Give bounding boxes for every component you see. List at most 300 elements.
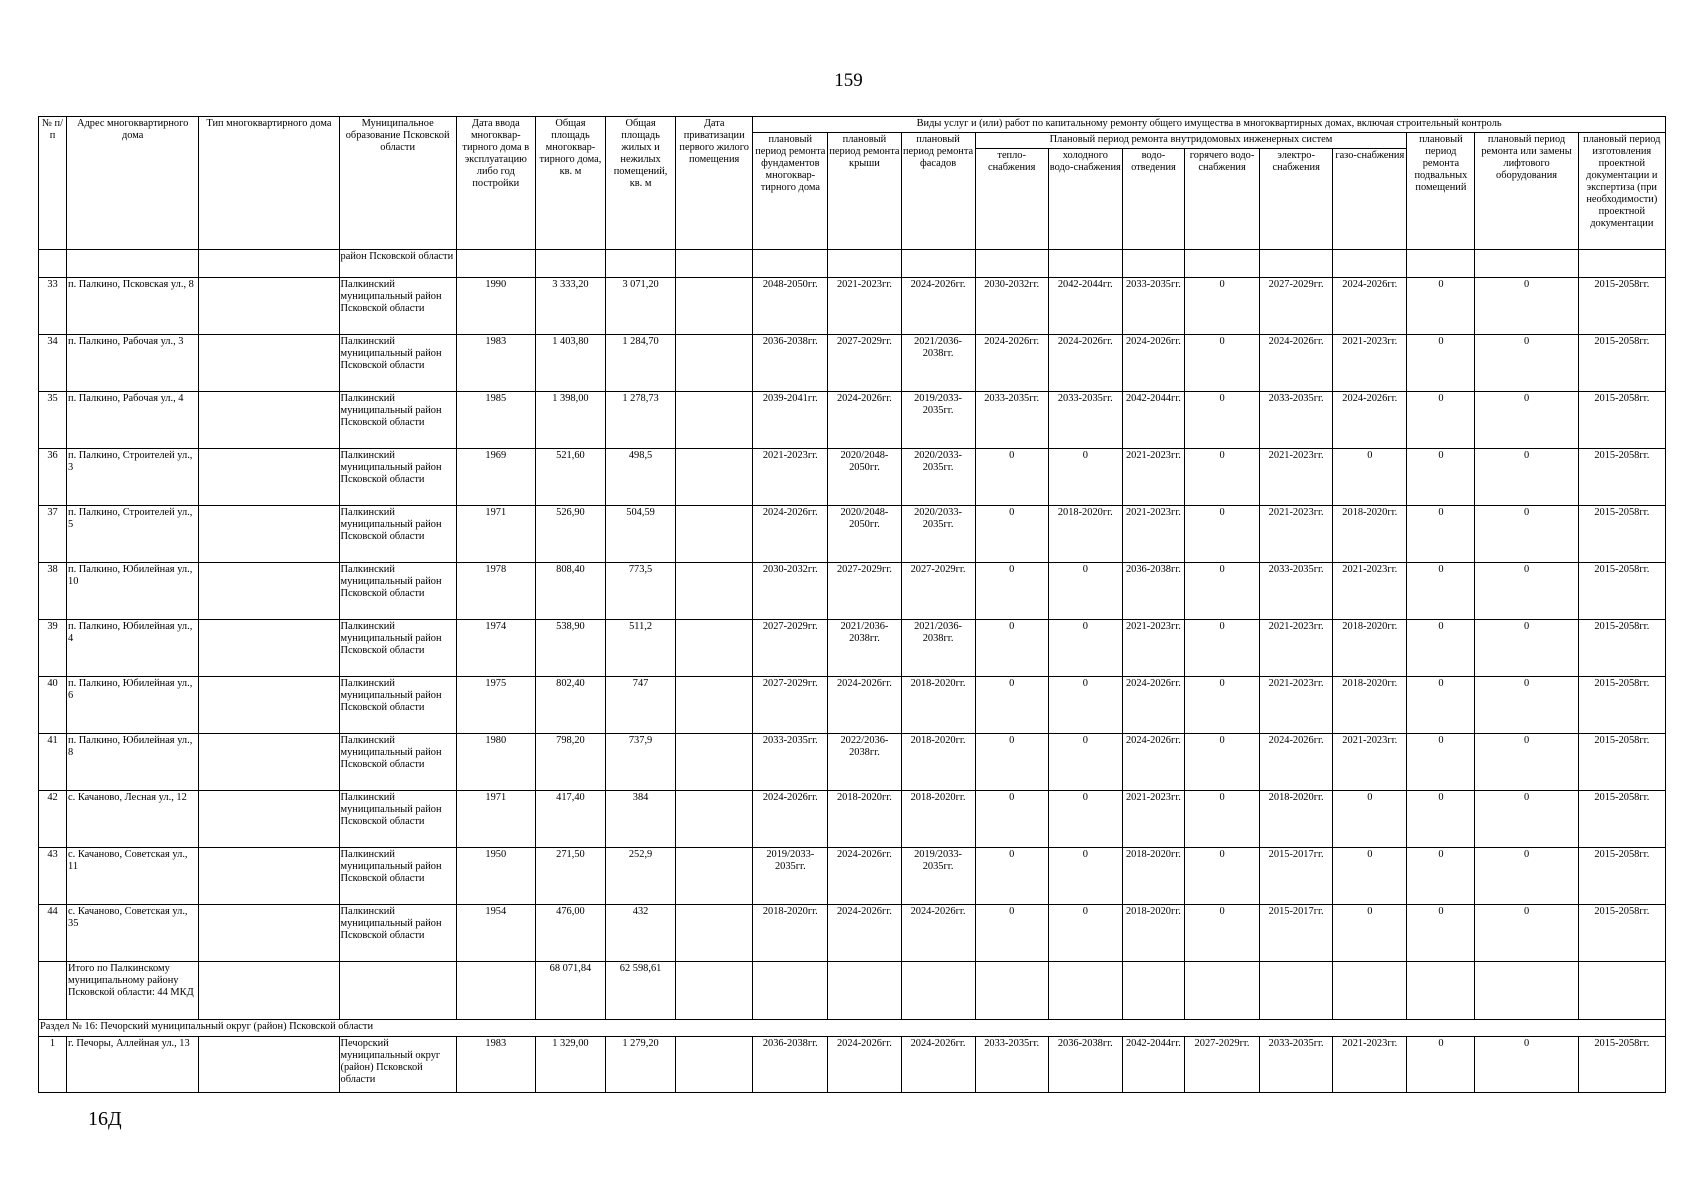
row-foundation-period: 2024-2026гг. — [753, 506, 828, 563]
header-address: Адрес многоквартирного дома — [67, 117, 199, 250]
row-facade-period: 2024-2026гг. — [901, 905, 975, 962]
header-cold-water: холодного водо-снабжения — [1048, 149, 1122, 250]
row-total-area: 1 403,80 — [535, 335, 605, 392]
row-design-period: 2015-2058гг. — [1578, 449, 1665, 506]
row-privatization-date — [676, 563, 753, 620]
row-type — [199, 1037, 339, 1093]
row-foundation-period: 2048-2050гг. — [753, 278, 828, 335]
row-elevator-period: 0 — [1475, 449, 1578, 506]
row-roof-period: 2020/2048-2050гг. — [828, 506, 901, 563]
row-year: 1990 — [456, 278, 535, 335]
row-elevator-period: 0 — [1475, 1037, 1578, 1093]
row-gas-period: 2021-2023гг. — [1333, 335, 1407, 392]
row-design-period: 2015-2058гг. — [1578, 335, 1665, 392]
row-roof-period: 2018-2020гг. — [828, 791, 901, 848]
row-sewer-period: 2021-2023гг. — [1122, 791, 1184, 848]
row-roof-period: 2027-2029гг. — [828, 335, 901, 392]
row-design-period: 2015-2058гг. — [1578, 848, 1665, 905]
row-total-area: 271,50 — [535, 848, 605, 905]
row-number: 43 — [39, 848, 67, 905]
row-design-period: 2015-2058гг. — [1578, 620, 1665, 677]
row-year: 1971 — [456, 506, 535, 563]
header-facade: плановый период ремонта фасадов — [901, 133, 975, 250]
row-elevator-period: 0 — [1475, 677, 1578, 734]
row-design-period: 2015-2058гг. — [1578, 734, 1665, 791]
row-year: 1974 — [456, 620, 535, 677]
row-type — [199, 791, 339, 848]
row-design-period: 2015-2058гг. — [1578, 1037, 1665, 1093]
row-sewer-period: 2024-2026гг. — [1122, 335, 1184, 392]
row-residential-area: 1 278,73 — [606, 392, 676, 449]
row-sewer-period: 2021-2023гг. — [1122, 506, 1184, 563]
row-residential-area: 511,2 — [606, 620, 676, 677]
row-facade-period: 2021/2036-2038гг. — [901, 620, 975, 677]
row-basement-period: 0 — [1407, 677, 1475, 734]
table-body — [39, 278, 1666, 962]
row-roof-period: 2024-2026гг. — [828, 392, 901, 449]
continuation-text: район Псковской области — [339, 250, 456, 278]
row-sewer-period: 2021-2023гг. — [1122, 620, 1184, 677]
row-address: с. Качаново, Советская ул., 35 — [67, 905, 199, 962]
table-row — [39, 278, 1666, 335]
row-hot-water-period: 2027-2029гг. — [1184, 1037, 1259, 1093]
row-address: с. Качаново, Лесная ул., 12 — [67, 791, 199, 848]
row-residential-area: 498,5 — [606, 449, 676, 506]
row-residential-area: 384 — [606, 791, 676, 848]
row-year: 1983 — [456, 335, 535, 392]
row-residential-area: 1 279,20 — [606, 1037, 676, 1093]
table-row — [39, 563, 1666, 620]
row-basement-period: 0 — [1407, 563, 1475, 620]
table-row — [39, 905, 1666, 962]
row-privatization-date — [676, 506, 753, 563]
page-number: 159 — [834, 70, 863, 91]
row-number: 36 — [39, 449, 67, 506]
row-number: 42 — [39, 791, 67, 848]
row-facade-period: 2024-2026гг. — [901, 1037, 975, 1093]
row-address: п. Палкино, Юбилейная ул., 8 — [67, 734, 199, 791]
table-row — [39, 620, 1666, 677]
row-cold-water-period: 0 — [1048, 677, 1122, 734]
row-year: 1983 — [456, 1037, 535, 1093]
row-year: 1971 — [456, 791, 535, 848]
row-cold-water-period: 2033-2035гг. — [1048, 392, 1122, 449]
row-number: 41 — [39, 734, 67, 791]
header-hot-water: горячего водо-снабжения — [1184, 149, 1259, 250]
row-privatization-date — [676, 734, 753, 791]
row-cold-water-period: 0 — [1048, 449, 1122, 506]
row-hot-water-period: 0 — [1184, 335, 1259, 392]
row-municipality: Палкинский муниципальный район Псковской области — [339, 506, 456, 563]
row-heat-period: 2033-2035гг. — [975, 392, 1048, 449]
row-year: 1950 — [456, 848, 535, 905]
total-row — [39, 962, 1666, 1020]
row-basement-period: 0 — [1407, 620, 1475, 677]
row-elevator-period: 0 — [1475, 734, 1578, 791]
row-heat-period: 0 — [975, 563, 1048, 620]
row-number: 37 — [39, 506, 67, 563]
row-basement-period: 0 — [1407, 335, 1475, 392]
row-total-area: 526,90 — [535, 506, 605, 563]
row-cold-water-period: 0 — [1048, 905, 1122, 962]
table-row — [39, 335, 1666, 392]
row-foundation-period: 2024-2026гг. — [753, 791, 828, 848]
row-year: 1975 — [456, 677, 535, 734]
row-sewer-period: 2036-2038гг. — [1122, 563, 1184, 620]
row-residential-area: 737,9 — [606, 734, 676, 791]
row-municipality: Палкинский муниципальный район Псковской области — [339, 563, 456, 620]
row-total-area: 802,40 — [535, 677, 605, 734]
row-address: п. Палкино, Псковская ул., 8 — [67, 278, 199, 335]
row-roof-period: 2022/2036-2038гг. — [828, 734, 901, 791]
row-total-area: 808,40 — [535, 563, 605, 620]
row-electric-period: 2021-2023гг. — [1260, 449, 1333, 506]
row-elevator-period: 0 — [1475, 791, 1578, 848]
row-municipality: Палкинский муниципальный район Псковской области — [339, 392, 456, 449]
row-basement-period: 0 — [1407, 392, 1475, 449]
row-design-period: 2015-2058гг. — [1578, 563, 1665, 620]
row-number: 35 — [39, 392, 67, 449]
row-cold-water-period: 2024-2026гг. — [1048, 335, 1122, 392]
row-gas-period: 0 — [1333, 848, 1407, 905]
row-hot-water-period: 0 — [1184, 905, 1259, 962]
header-elevator: плановый период ремонта или замены лифтового оборудования — [1475, 133, 1578, 250]
row-hot-water-period: 0 — [1184, 791, 1259, 848]
row-design-period: 2015-2058гг. — [1578, 677, 1665, 734]
row-number: 40 — [39, 677, 67, 734]
row-design-period: 2015-2058гг. — [1578, 791, 1665, 848]
row-facade-period: 2018-2020гг. — [901, 677, 975, 734]
row-basement-period: 0 — [1407, 1037, 1475, 1093]
row-elevator-period: 0 — [1475, 905, 1578, 962]
row-number: 34 — [39, 335, 67, 392]
row-gas-period: 0 — [1333, 449, 1407, 506]
row-foundation-period: 2027-2029гг. — [753, 677, 828, 734]
row-elevator-period: 0 — [1475, 620, 1578, 677]
row-facade-period: 2019/2033-2035гг. — [901, 848, 975, 905]
row-electric-period: 2015-2017гг. — [1260, 905, 1333, 962]
continuation-row — [39, 250, 1666, 278]
row-gas-period: 2018-2020гг. — [1333, 677, 1407, 734]
row-number: 33 — [39, 278, 67, 335]
row-municipality: Печорский муниципальный округ (район) Псковской области — [339, 1037, 456, 1093]
row-electric-period: 2033-2035гг. — [1260, 1037, 1333, 1093]
row-design-period: 2015-2058гг. — [1578, 278, 1665, 335]
row-electric-period: 2015-2017гг. — [1260, 848, 1333, 905]
row-electric-period: 2021-2023гг. — [1260, 506, 1333, 563]
row-facade-period: 2020/2033-2035гг. — [901, 449, 975, 506]
row-total-area: 417,40 — [535, 791, 605, 848]
row-privatization-date — [676, 335, 753, 392]
row-type — [199, 335, 339, 392]
row-foundation-period: 2018-2020гг. — [753, 905, 828, 962]
row-electric-period: 2033-2035гг. — [1260, 563, 1333, 620]
row-foundation-period: 2036-2038гг. — [753, 335, 828, 392]
row-address: п. Палкино, Рабочая ул., 3 — [67, 335, 199, 392]
row-type — [199, 278, 339, 335]
row-year: 1985 — [456, 392, 535, 449]
row-gas-period: 2018-2020гг. — [1333, 506, 1407, 563]
row-gas-period: 2021-2023гг. — [1333, 563, 1407, 620]
row-elevator-period: 0 — [1475, 278, 1578, 335]
row-total-area: 521,60 — [535, 449, 605, 506]
row-municipality: Палкинский муниципальный район Псковской области — [339, 278, 456, 335]
row-address: п. Палкино, Строителей ул., 5 — [67, 506, 199, 563]
row-electric-period: 2021-2023гг. — [1260, 620, 1333, 677]
row-municipality: Палкинский муниципальный район Псковской области — [339, 791, 456, 848]
row-foundation-period: 2036-2038гг. — [753, 1037, 828, 1093]
row-type — [199, 392, 339, 449]
table-row — [39, 848, 1666, 905]
row-cold-water-period: 0 — [1048, 620, 1122, 677]
row-type — [199, 449, 339, 506]
row-heat-period: 2024-2026гг. — [975, 335, 1048, 392]
row-year: 1978 — [456, 563, 535, 620]
row-gas-period: 2024-2026гг. — [1333, 392, 1407, 449]
row-roof-period: 2024-2026гг. — [828, 677, 901, 734]
row-number: 44 — [39, 905, 67, 962]
row-year: 1954 — [456, 905, 535, 962]
row-facade-period: 2019/2033-2035гг. — [901, 392, 975, 449]
row-roof-period: 2024-2026гг. — [828, 848, 901, 905]
row-heat-period: 2030-2032гг. — [975, 278, 1048, 335]
row-privatization-date — [676, 278, 753, 335]
row-design-period: 2015-2058гг. — [1578, 905, 1665, 962]
row-hot-water-period: 0 — [1184, 848, 1259, 905]
row-electric-period: 2018-2020гг. — [1260, 791, 1333, 848]
row-gas-period: 2024-2026гг. — [1333, 278, 1407, 335]
row-sewer-period: 2024-2026гг. — [1122, 734, 1184, 791]
header-privatization-date: Дата приватизации первого жилого помещения — [676, 117, 753, 250]
header-heat: тепло-снабжения — [975, 149, 1048, 250]
row-residential-area: 252,9 — [606, 848, 676, 905]
row-basement-period: 0 — [1407, 734, 1475, 791]
header-systems-group: Плановый период ремонта внутридомовых инженерных систем — [975, 133, 1407, 149]
row-address: п. Палкино, Юбилейная ул., 10 — [67, 563, 199, 620]
header-type: Тип многоквартирного дома — [199, 117, 339, 250]
row-basement-period: 0 — [1407, 791, 1475, 848]
row-hot-water-period: 0 — [1184, 620, 1259, 677]
row-year: 1980 — [456, 734, 535, 791]
row-hot-water-period: 0 — [1184, 506, 1259, 563]
header-foundation: плановый период ремонта фундаментов многоквар-тирного дома — [753, 133, 828, 250]
table-row — [39, 392, 1666, 449]
total-area: 68 071,84 — [535, 962, 605, 1020]
row-basement-period: 0 — [1407, 905, 1475, 962]
row-type — [199, 848, 339, 905]
row-privatization-date — [676, 905, 753, 962]
row-type — [199, 905, 339, 962]
row-cold-water-period: 2018-2020гг. — [1048, 506, 1122, 563]
row-hot-water-period: 0 — [1184, 734, 1259, 791]
row-hot-water-period: 0 — [1184, 392, 1259, 449]
row-total-area: 798,20 — [535, 734, 605, 791]
row-electric-period: 2024-2026гг. — [1260, 335, 1333, 392]
section-body — [39, 1037, 1666, 1093]
header-residential-area: Общая площадь жилых и нежилых помещений, кв. м — [606, 117, 676, 250]
row-cold-water-period: 2042-2044гг. — [1048, 278, 1122, 335]
row-design-period: 2015-2058гг. — [1578, 392, 1665, 449]
row-type — [199, 620, 339, 677]
row-type — [199, 677, 339, 734]
row-year: 1969 — [456, 449, 535, 506]
footer-mark: 16Д — [88, 1108, 122, 1130]
row-number: 38 — [39, 563, 67, 620]
row-facade-period: 2018-2020гг. — [901, 791, 975, 848]
row-elevator-period: 0 — [1475, 335, 1578, 392]
row-heat-period: 0 — [975, 677, 1048, 734]
row-cold-water-period: 0 — [1048, 734, 1122, 791]
row-cold-water-period: 2036-2038гг. — [1048, 1037, 1122, 1093]
row-elevator-period: 0 — [1475, 563, 1578, 620]
row-address: п. Палкино, Юбилейная ул., 4 — [67, 620, 199, 677]
row-basement-period: 0 — [1407, 278, 1475, 335]
row-residential-area: 747 — [606, 677, 676, 734]
row-sewer-period: 2018-2020гг. — [1122, 848, 1184, 905]
row-roof-period: 2024-2026гг. — [828, 905, 901, 962]
row-roof-period: 2021/2036-2038гг. — [828, 620, 901, 677]
header-commission-date: Дата ввода многоквар-тирного дома в эксплуатацию либо год постройки — [456, 117, 535, 250]
row-elevator-period: 0 — [1475, 392, 1578, 449]
row-type — [199, 506, 339, 563]
row-address: п. Палкино, Рабочая ул., 4 — [67, 392, 199, 449]
row-address: с. Качаново, Советская ул., 11 — [67, 848, 199, 905]
header-roof: плановый период ремонта крыши — [828, 133, 901, 250]
row-heat-period: 2033-2035гг. — [975, 1037, 1048, 1093]
row-gas-period: 2018-2020гг. — [1333, 620, 1407, 677]
row-hot-water-period: 0 — [1184, 278, 1259, 335]
row-foundation-period: 2019/2033-2035гг. — [753, 848, 828, 905]
row-hot-water-period: 0 — [1184, 449, 1259, 506]
row-privatization-date — [676, 392, 753, 449]
table-row — [39, 506, 1666, 563]
row-privatization-date — [676, 848, 753, 905]
row-privatization-date — [676, 791, 753, 848]
row-foundation-period: 2039-2041гг. — [753, 392, 828, 449]
row-residential-area: 773,5 — [606, 563, 676, 620]
row-municipality: Палкинский муниципальный район Псковской области — [339, 734, 456, 791]
row-sewer-period: 2018-2020гг. — [1122, 905, 1184, 962]
section-title: Раздел № 16: Печорский муниципальный округ (район) Псковской области — [39, 1020, 1666, 1037]
row-foundation-period: 2021-2023гг. — [753, 449, 828, 506]
row-roof-period: 2021-2023гг. — [828, 278, 901, 335]
row-hot-water-period: 0 — [1184, 563, 1259, 620]
header-electric: электро-снабжения — [1260, 149, 1333, 250]
header-gas: газо-снабжения — [1333, 149, 1407, 250]
row-facade-period: 2020/2033-2035гг. — [901, 506, 975, 563]
row-foundation-period: 2027-2029гг. — [753, 620, 828, 677]
row-facade-period: 2027-2029гг. — [901, 563, 975, 620]
row-municipality: Палкинский муниципальный район Псковской области — [339, 449, 456, 506]
row-address: п. Палкино, Юбилейная ул., 6 — [67, 677, 199, 734]
row-heat-period: 0 — [975, 449, 1048, 506]
table-row — [39, 791, 1666, 848]
row-total-area: 1 398,00 — [535, 392, 605, 449]
row-total-area: 476,00 — [535, 905, 605, 962]
row-electric-period: 2027-2029гг. — [1260, 278, 1333, 335]
row-gas-period: 0 — [1333, 905, 1407, 962]
row-total-area: 538,90 — [535, 620, 605, 677]
row-gas-period: 2021-2023гг. — [1333, 1037, 1407, 1093]
row-number: 39 — [39, 620, 67, 677]
row-privatization-date — [676, 677, 753, 734]
header-municipality: Муниципальное образование Псковской области — [339, 117, 456, 250]
table-row — [39, 677, 1666, 734]
row-roof-period: 2024-2026гг. — [828, 1037, 901, 1093]
row-sewer-period: 2033-2035гг. — [1122, 278, 1184, 335]
row-facade-period: 2021/2036-2038гг. — [901, 335, 975, 392]
total-residential-area: 62 598,61 — [606, 962, 676, 1020]
row-total-area: 1 329,00 — [535, 1037, 605, 1093]
row-sewer-period: 2042-2044гг. — [1122, 1037, 1184, 1093]
row-cold-water-period: 0 — [1048, 563, 1122, 620]
row-basement-period: 0 — [1407, 848, 1475, 905]
row-roof-period: 2020/2048-2050гг. — [828, 449, 901, 506]
capital-repair-table — [38, 116, 1666, 1093]
row-basement-period: 0 — [1407, 506, 1475, 563]
section-row — [39, 1020, 1666, 1037]
header-num: № п/п — [39, 117, 67, 250]
row-sewer-period: 2042-2044гг. — [1122, 392, 1184, 449]
header-works-group: Виды услуг и (или) работ по капитальному ремонту общего имущества в многоквартирных домах, включая строительный контроль — [753, 117, 1666, 133]
row-heat-period: 0 — [975, 734, 1048, 791]
row-elevator-period: 0 — [1475, 848, 1578, 905]
row-electric-period: 2024-2026гг. — [1260, 734, 1333, 791]
row-residential-area: 432 — [606, 905, 676, 962]
header-basement: плановый период ремонта подвальных помещений — [1407, 133, 1475, 250]
header-total-area: Общая площадь многоквар-тирного дома, кв. м — [535, 117, 605, 250]
table-row — [39, 1037, 1666, 1093]
row-municipality: Палкинский муниципальный район Псковской области — [339, 905, 456, 962]
row-facade-period: 2018-2020гг. — [901, 734, 975, 791]
row-sewer-period: 2024-2026гг. — [1122, 677, 1184, 734]
row-residential-area: 504,59 — [606, 506, 676, 563]
row-hot-water-period: 0 — [1184, 677, 1259, 734]
row-municipality: Палкинский муниципальный район Псковской области — [339, 620, 456, 677]
row-type — [199, 734, 339, 791]
row-facade-period: 2024-2026гг. — [901, 278, 975, 335]
row-gas-period: 0 — [1333, 791, 1407, 848]
row-sewer-period: 2021-2023гг. — [1122, 449, 1184, 506]
row-heat-period: 0 — [975, 791, 1048, 848]
row-basement-period: 0 — [1407, 449, 1475, 506]
row-design-period: 2015-2058гг. — [1578, 506, 1665, 563]
total-label: Итого по Палкинскому муниципальному району Псковской области: 44 МКД — [67, 962, 199, 1020]
row-heat-period: 0 — [975, 506, 1048, 563]
row-foundation-period: 2033-2035гг. — [753, 734, 828, 791]
row-residential-area: 3 071,20 — [606, 278, 676, 335]
row-electric-period: 2021-2023гг. — [1260, 677, 1333, 734]
row-elevator-period: 0 — [1475, 506, 1578, 563]
row-address: п. Палкино, Строителей ул., 3 — [67, 449, 199, 506]
row-foundation-period: 2030-2032гг. — [753, 563, 828, 620]
header-design: плановый период изготовления проектной документации и экспертиза (при необходимости) проектной документации — [1578, 133, 1665, 250]
table-row — [39, 734, 1666, 791]
row-electric-period: 2033-2035гг. — [1260, 392, 1333, 449]
row-municipality: Палкинский муниципальный район Псковской области — [339, 677, 456, 734]
row-total-area: 3 333,20 — [535, 278, 605, 335]
row-heat-period: 0 — [975, 620, 1048, 677]
header-sewer: водо-отведения — [1122, 149, 1184, 250]
row-type — [199, 563, 339, 620]
row-address: г. Печоры, Аллейная ул., 13 — [67, 1037, 199, 1093]
row-heat-period: 0 — [975, 905, 1048, 962]
row-privatization-date — [676, 1037, 753, 1093]
row-privatization-date — [676, 449, 753, 506]
row-privatization-date — [676, 620, 753, 677]
row-residential-area: 1 284,70 — [606, 335, 676, 392]
row-gas-period: 2021-2023гг. — [1333, 734, 1407, 791]
